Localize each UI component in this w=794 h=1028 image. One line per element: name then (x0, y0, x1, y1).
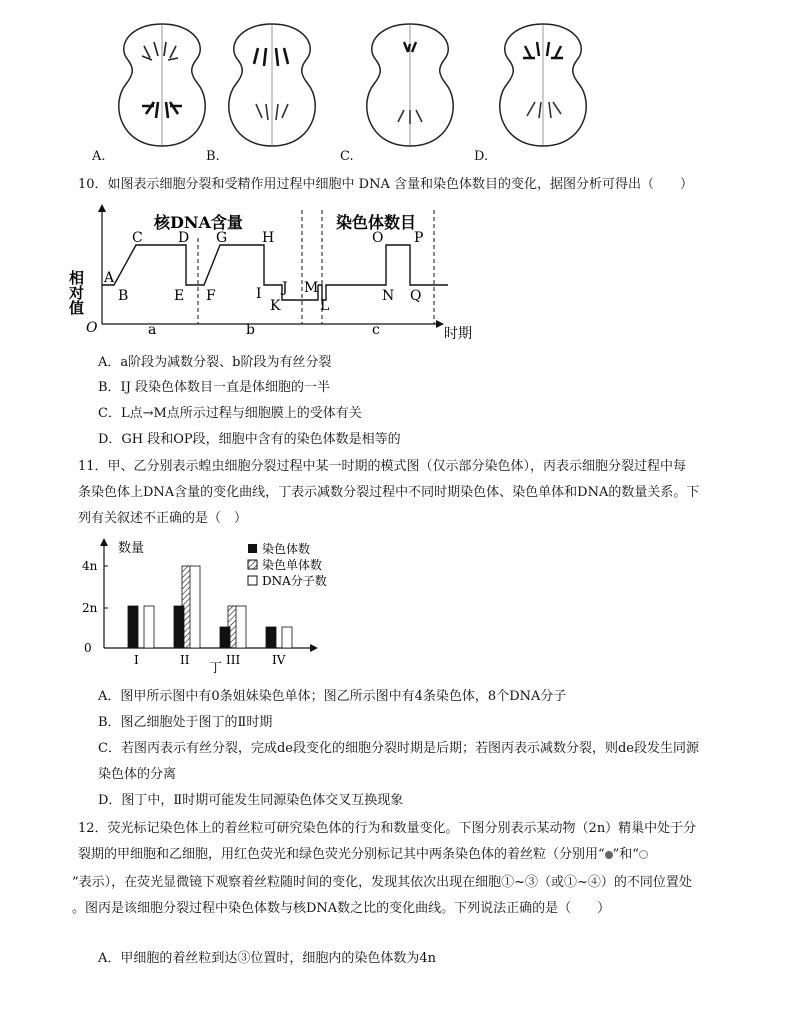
xtick-3: III (226, 653, 241, 667)
legend-swatch-chromatid (248, 560, 257, 569)
q11-caption: 丁 (209, 661, 223, 676)
cell-diagram-d (500, 24, 586, 146)
q12-option-a: A．甲细胞的着丝粒到达③位置时，细胞内的染色体数为4n (98, 951, 437, 966)
q10-segment-b: b (246, 322, 255, 338)
q11-ytick-4n: 4n (82, 559, 98, 573)
red-dot-icon (605, 851, 613, 859)
q10-point-F: F (206, 288, 216, 304)
bar-dna-4 (282, 627, 292, 648)
legend-chromosome: 染色体数 (262, 542, 311, 556)
xtick-1: I (134, 653, 139, 667)
q10-stem: 10．如图表示细胞分裂和受精作用过程中细胞中 DNA 含量和染色体数目的变化，据图分析可得出（ ） (78, 177, 693, 192)
q10-point-A: A (104, 270, 115, 286)
q11-option-d: D．图丁中，Ⅱ时期可能发生同源染色体交叉互换现象 (98, 793, 404, 808)
bar-dna-1 (144, 606, 154, 648)
q10-option-a: A．a阶段为减数分裂、b阶段为有丝分裂 (98, 355, 332, 370)
q12-line4: 。图丙是该细胞分裂过程中染色体数与核DNA数之比的变化曲线。下列说法正确的是（ ） (72, 901, 611, 916)
q10-segment-a: a (148, 322, 157, 338)
q10-point-J: J (282, 280, 288, 296)
q10-point-H: H (262, 230, 275, 246)
q12-line1: 12．荧光标记染色体上的着丝粒可研究染色体的行为和数量变化。下图分别表示某动物（2n）精巢中处于分 (78, 821, 697, 836)
q11-option-a: A．图甲所示图中有0条姐妹染色单体；图乙所示图中有4条染色体，8个DNA分子 (98, 689, 567, 704)
q11-bar-chart (84, 534, 344, 676)
xtick-2: II (180, 653, 190, 667)
q10-point-M: M (304, 280, 319, 296)
q10-option-b: B．IJ 段染色体数目一直是体细胞的一半 (98, 380, 331, 395)
q10-point-I: I (256, 286, 262, 302)
q10-option-d: D．GH 段和OP段，细胞中含有的染色体数是相等的 (98, 432, 401, 447)
q10-line-chart (67, 200, 490, 342)
q10-point-O: O (372, 230, 384, 246)
q11-ytick-0: 0 (84, 641, 92, 655)
q10-title-chromosome: 染色体数目 (336, 213, 417, 232)
q12-line3: ”表示），在荧光显微镜下观察着丝粒随时间的变化，发现其依次出现在细胞①~③（或①~④）的不同位置处 (72, 875, 692, 890)
cell-option-a-label: A. (92, 149, 106, 164)
q10-option-c: C．L点→M点所示过程与细胞膜上的受体有关 (98, 406, 362, 421)
q10-point-B: B (118, 288, 129, 304)
q10-title-dna: 核DNA含量 (154, 213, 243, 232)
bar-dna-2 (190, 566, 200, 648)
cell-option-b-label: B. (206, 149, 220, 164)
cell-option-d-label: D. (474, 149, 489, 164)
bar-chromosome-4 (266, 627, 276, 648)
q11-stem-line1: 11．甲、乙分别表示蝗虫细胞分裂过程中某一时期的模式图（仅示部分染色体），丙表示细胞分裂过程中每 (78, 459, 687, 474)
legend-swatch-chromosome (248, 544, 257, 553)
legend-chromatid: 染色单体数 (262, 558, 323, 572)
q11-ytick-2n: 2n (82, 601, 98, 615)
q10-point-C: C (132, 230, 143, 246)
q10-xlabel: 时期 (444, 326, 472, 342)
cell-diagram-b (229, 24, 315, 146)
q11-option-c-cont: 染色体的分离 (98, 767, 177, 782)
green-dot-icon (639, 850, 648, 859)
q11-option-b: B．图乙细胞处于图丁的Ⅱ时期 (98, 715, 273, 730)
bar-chromosome-1 (128, 606, 138, 648)
q10-ylabel: 相对值 (67, 270, 85, 315)
q11-stem-line3: 列有关叙述不正确的是（ ） (78, 511, 248, 526)
cell-option-c-label: C. (340, 149, 354, 164)
q10-point-E: E (174, 288, 185, 304)
q10-point-Q: Q (410, 288, 422, 304)
legend-dna: DNA分子数 (262, 574, 327, 588)
q10-point-K: K (270, 298, 281, 314)
q12-line2 (78, 846, 648, 864)
q11-ylabel: 数量 (118, 541, 145, 556)
q10-origin: O (86, 320, 98, 336)
cell-diagrams-row (0, 0, 794, 170)
q11-stem-line2: 条染色体上DNA含量的变化曲线，丁表示减数分裂过程中不同时期染色体、染色单体和DNA的数量关系。下 (78, 485, 700, 500)
q10-point-P: P (414, 230, 424, 246)
q10-point-L: L (320, 298, 330, 314)
cell-diagram-c (367, 24, 453, 146)
q12-line2-text: 裂期的甲细胞和乙细胞，用红色荧光和绿色荧光分别标记其中两条染色体的着丝粒（分别用“ (78, 847, 605, 862)
cell-diagram-a (119, 24, 205, 146)
cell-diagrams (0, 0, 794, 170)
bar-dna-3 (236, 606, 246, 648)
legend-swatch-dna (248, 576, 257, 585)
q11-option-c: C．若图丙表示有丝分裂，完成de段变化的细胞分裂时期是后期；若图丙表示减数分裂，则de段发生同源 (98, 741, 699, 756)
q12-line2-and: ”和“ (612, 847, 639, 862)
q10-point-D: D (178, 230, 190, 246)
xtick-4: IV (272, 653, 286, 667)
q10-point-G: G (216, 230, 228, 246)
q10-point-N: N (382, 288, 395, 304)
q10-segment-c: c (372, 322, 380, 338)
